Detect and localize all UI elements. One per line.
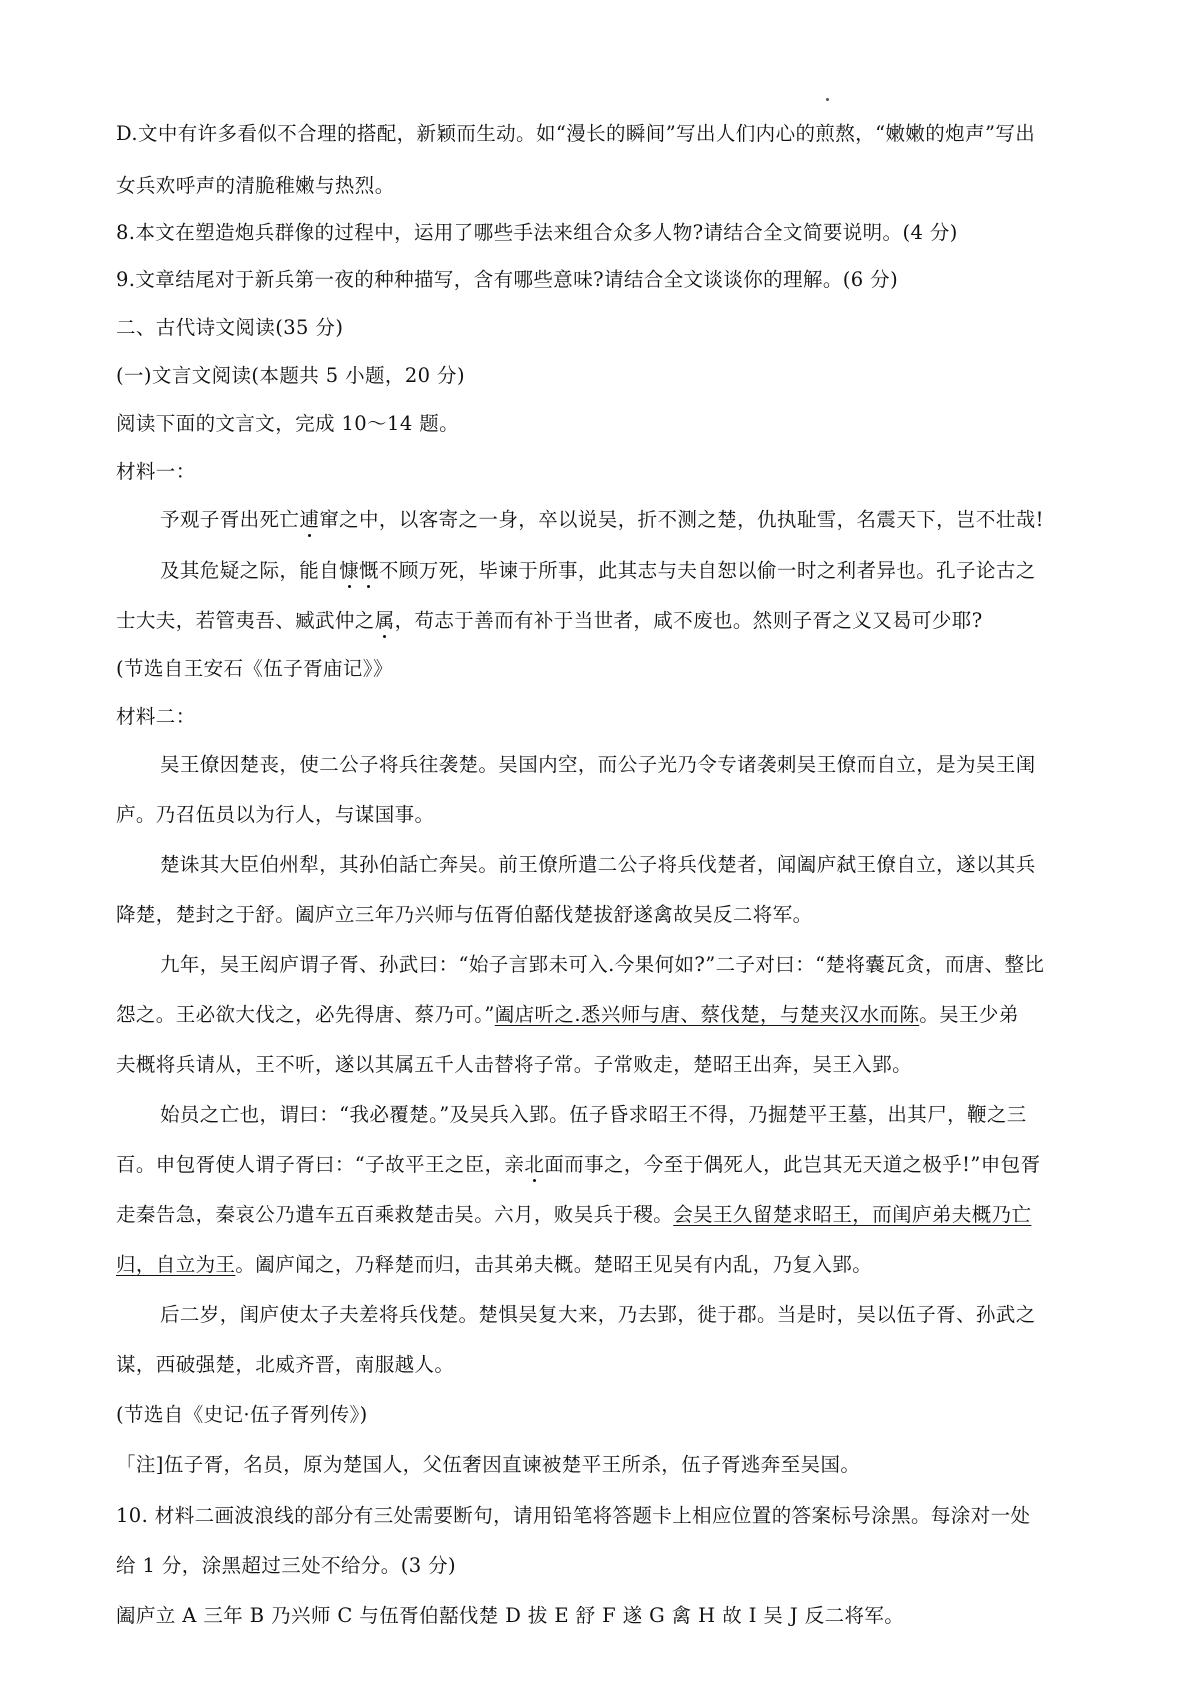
emphasized-char: 慷 [339,559,360,582]
question-9: 9.文章结尾对于新兵第一夜的种种描写，含有哪些意味?请结合全文谈谈你的理解。(6 分) [116,268,899,291]
emphasized-char: 慨 [359,559,379,582]
material-2-para-2-line-2: 降楚，楚封之于舒。阖庐立三年乃兴师与伍胥伯嚭伐楚拔舒遂禽故吴反二将军。 [116,903,813,926]
text-segment: 窜之中，以客寄之一身，卒以说吴，折不测之楚，仇执耻雪，名震天下，岂不壮哉! [319,508,1044,531]
material-2-label: 材料二： [116,705,196,728]
material-1-para-2-line-2 [116,607,983,635]
material-2-para-1-line-2: 庐。乃召伍员以为行人，与谋国事。 [116,803,435,826]
text-segment: 怨之。王必欲大伐之，必先得唐、蔡乃可。” [116,1003,495,1026]
text-segment: ，苟志于善而有补于当世者，咸不废也。然则子胥之义又曷可少耶? [394,609,983,632]
text-segment: 及其危疑之际，能自 [160,559,340,582]
text-segment: 面而事之，今至于偶死人，此岂其无天道之极乎!”申包胥 [544,1153,1041,1176]
material-2-source: (节选自《史记·伍子胥列传》) [116,1403,368,1426]
question-10-line-1: 10. 材料二画波浪线的部分有三处需要断句，请用铅笔将答题卡上相应位置的答案标号涂黑。每涂对一处 [116,1504,1031,1527]
stray-dot [826,98,829,101]
material-2-para-3-line-2 [116,1001,1019,1029]
material-2-para-4-line-3 [116,1201,1031,1229]
text-segment: 予观子胥出死亡 [160,508,300,531]
text-segment: 。吴王少弟 [919,1003,1019,1026]
text-segment: 。阖庐闻之，乃释楚而归，击其弟夫概。楚昭王见吴有内乱，乃复入郢。 [235,1253,873,1276]
section-2-heading: 二、古代诗文阅读(35 分) [116,316,344,339]
material-2-para-1-line-1: 吴王僚因楚丧，使二公子将兵往袭楚。吴国内空，而公子光乃令专诸袭刺吴王僚而自立，是为吴王闺 [160,753,1036,776]
emphasized-char: 属 [374,609,395,632]
instruction-text: 阅读下面的文言文，完成 10～14 题。 [116,412,460,435]
material-1-para-1 [160,506,1044,534]
option-d-line-2: 女兵欢呼声的清脆稚嫩与热烈。 [116,174,395,197]
text-segment: 不顾万死，毕谏于所事，此其志与夫自恕以偷一时之利者异也。孔子论古之 [378,559,1036,582]
underlined-sentence: 会吴王久留楚求昭王，而闺庐弟夫概乃亡 [673,1203,1032,1226]
material-2-para-3-line-1: 九年，吴王闳庐谓子胥、孙武曰：“始子言郢未可入.今果何如?”二子对曰：“楚将囊瓦贪，而唐、整比 [160,953,1045,976]
annotation-note: 「注]伍子胥，名员，原为楚国人，父伍奢因直谏被楚平王所杀，伍子胥逃奔至吴国。 [116,1453,861,1476]
material-1-para-2-line-1 [160,557,1036,585]
question-8: 8.本文在塑造炮兵群像的过程中，运用了哪些手法来组合众多人物?请结合全文简要说明。(4 分) [116,221,958,244]
text-segment: 走秦告急，秦哀公乃遣车五百乘救楚击吴。六月，败吴兵于稷。 [116,1203,674,1226]
subsection-heading: (一)文言文阅读(本题共 5 小题，20 分) [116,364,465,387]
emphasized-char: 北 [524,1153,545,1176]
material-1-label: 材料一： [116,460,196,483]
material-2-para-4-line-1: 始员之亡也，谓曰：“我必覆楚。”及吴兵入郢。伍子昏求昭王不得，乃掘楚平王墓，出其尸，鞭之三 [160,1103,1027,1126]
question-10-line-2: 给 1 分，涂黑超过三处不给分。(3 分) [116,1554,457,1577]
material-1-source: (节选自王安石《伍子胥庙记》》 [116,657,393,680]
text-segment: 士大夫，若管夷吾、臧武仲之 [116,609,375,632]
material-2-para-4-line-2 [116,1151,1041,1179]
material-2-para-5-line-2: 谋，西破强楚，北威齐晋，南服越人。 [116,1353,455,1376]
material-2-para-3-line-3: 夫概将兵请从，王不听，遂以其属五千人击替将子常。子常败走，楚昭王出奔，吴王入郢。 [116,1053,913,1076]
option-d-line-1: D.文中有许多看似不合理的搭配，新颖而生动。如“漫长的瞬间”写出人们内心的煎熬，“嫩嫩的炮声”写出 [116,122,1036,145]
question-10-options: 阖庐立 A 三年 B 乃兴师 C 与伍胥伯嚭伐楚 D 拔 E 舒 F 遂 G 禽 H 故 I 吴 J 反二将军。 [116,1604,905,1627]
text-segment: 百。申包胥使人谓子胥曰：“子故平王之臣，亲 [116,1153,525,1176]
emphasized-char: 逋 [299,508,320,531]
underlined-sentence: 阖店听之.悉兴师与唐、蔡伐楚，与楚夹汉水而陈 [494,1003,920,1026]
underlined-sentence: 归，自立为王 [116,1253,236,1276]
material-2-para-2-line-1: 楚诛其大臣伯州犁，其孙伯話亡奔吴。前王僚所遣二公子将兵伐楚者，闻阖庐弑王僚自立，遂以其兵 [160,853,1036,876]
material-2-para-5-line-1: 后二岁，闺庐使太子夫差将兵伐楚。楚惧吴复大来，乃去郢，徙于郡。当是时，吴以伍子胥、孙武之 [160,1303,1036,1326]
material-2-para-4-line-4 [116,1251,872,1279]
